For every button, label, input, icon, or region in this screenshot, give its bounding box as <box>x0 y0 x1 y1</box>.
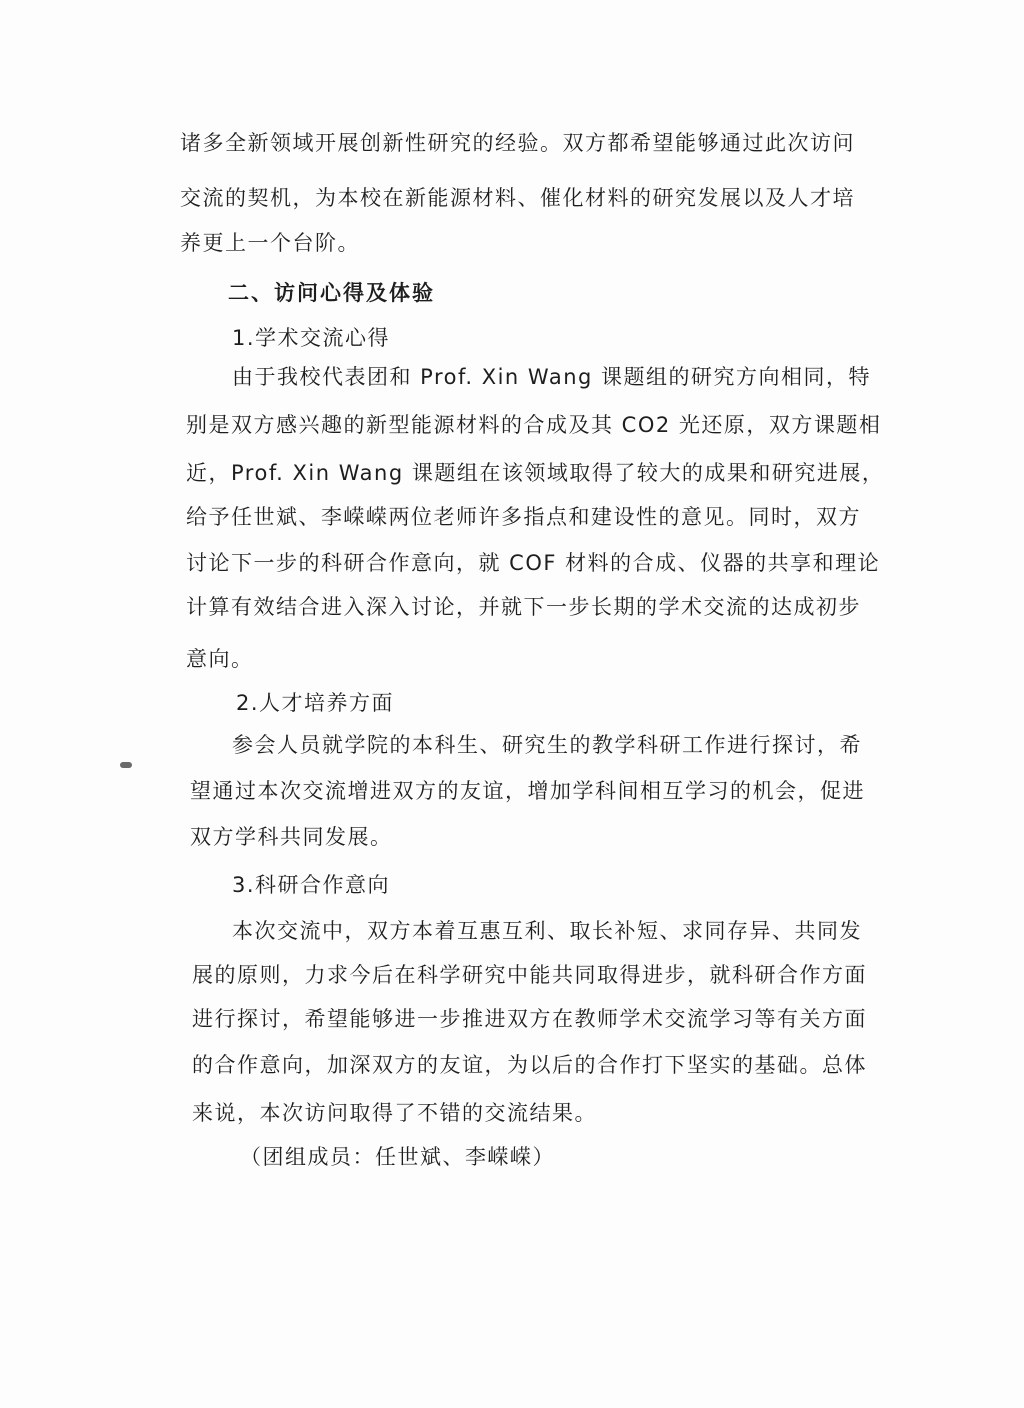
paragraph-line: 望通过本次交流增进双方的友谊，增加学科间相互学习的机会，促进 <box>190 779 865 803</box>
paragraph-line: 由于我校代表团和 Prof. Xin Wang 课题组的研究方向相同，特 <box>232 365 872 389</box>
section-heading: 二、访问心得及体验 <box>228 281 435 305</box>
paragraph-line: 本次交流中，双方本着互惠互利、取长补短、求同存异、共同发 <box>232 919 862 943</box>
subsection-heading: 1.学术交流心得 <box>232 326 391 350</box>
paragraph-line: 给予任世斌、李嵘嵘两位老师许多指点和建设性的意见。同时，双方 <box>186 505 861 529</box>
subsection-heading: 2.人才培养方面 <box>236 691 395 715</box>
subsection-heading: 3.科研合作意向 <box>232 873 391 897</box>
scan-speck <box>120 762 132 768</box>
paragraph-line: 交流的契机，为本校在新能源材料、催化材料的研究发展以及人才培 <box>180 186 855 210</box>
paragraph-line: 近，Prof. Xin Wang 课题组在该领域取得了较大的成果和研究进展， <box>186 461 885 485</box>
paragraph-line: 诸多全新领域开展创新性研究的经验。双方都希望能够通过此次访问 <box>180 131 855 155</box>
paragraph-line: 别是双方感兴趣的新型能源材料的合成及其 CO2 光还原，双方课题相 <box>186 413 882 437</box>
paragraph-line: 养更上一个台阶。 <box>180 231 360 255</box>
paragraph-line: 参会人员就学院的本科生、研究生的教学科研工作进行探讨，希 <box>232 733 862 757</box>
team-members-note: （团组成员：任世斌、李嵘嵘） <box>240 1145 555 1169</box>
paragraph-line: 意向。 <box>186 647 254 671</box>
paragraph-line: 计算有效结合进入深入讨论，并就下一步长期的学术交流的达成初步 <box>186 595 861 619</box>
paragraph-line: 进行探讨，希望能够进一步推进双方在教师学术交流学习等有关方面 <box>192 1007 867 1031</box>
paragraph-line: 的合作意向，加深双方的友谊，为以后的合作打下坚实的基础。总体 <box>192 1053 867 1077</box>
paragraph-line: 双方学科共同发展。 <box>190 825 393 849</box>
paragraph-line: 讨论下一步的科研合作意向，就 COF 材料的合成、仪器的共享和理论 <box>186 551 881 575</box>
paragraph-line: 来说，本次访问取得了不错的交流结果。 <box>192 1101 597 1125</box>
paragraph-line: 展的原则，力求今后在科学研究中能共同取得进步，就科研合作方面 <box>192 963 867 987</box>
